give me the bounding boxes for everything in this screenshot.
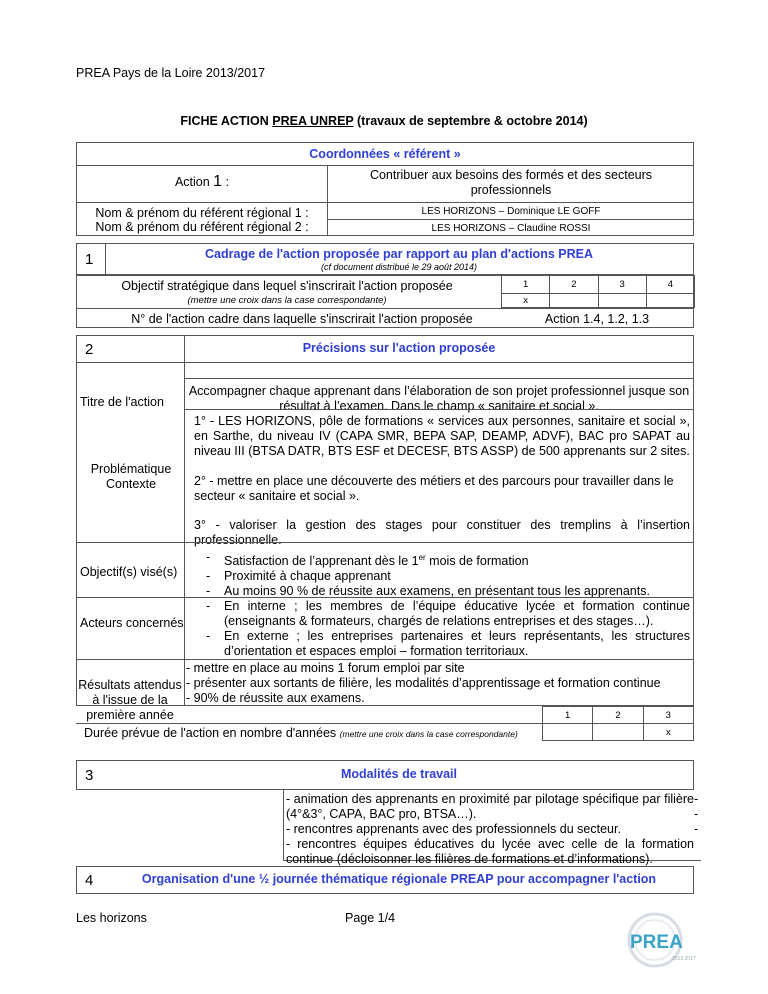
list-item: - présenter aux sortants de filière, les modalités d’apprentissage et formation continue <box>186 676 661 690</box>
list-item: - Au moins 90 % de réussite aux examens, en présentant tous les apprenants. <box>196 584 690 599</box>
choice-4: 4 <box>646 276 694 294</box>
duree-choice-grid: 1 2 3 x <box>542 706 694 741</box>
section1-body <box>76 275 694 328</box>
list-item: - mettre en place au moins 1 forum emploi par site <box>186 661 465 675</box>
mark-1: x <box>502 294 550 308</box>
list-item: - Satisfaction de l’apprenant dès le 1er mois de formation <box>196 550 690 569</box>
list-item: - 90% de réussite aux examens. <box>186 691 365 705</box>
section3-dashes: - - - <box>694 792 699 836</box>
resultats-list <box>186 661 692 706</box>
probleme-p1: 1° - LES HORIZONS, pôle de formations « services aux personnes, sanitaire et social », en Sarthe, du niveau IV (CAPA SMR, BEPA SAP, DEAMP, ADVF), BAC pro SAPAT au niveau III (BTSA DATR, BTS ESF et DECESF, BTS ASSP) de 500 apprenants sur 2 sites. <box>194 414 690 458</box>
svg-text:2013 2017: 2013 2017 <box>672 956 696 962</box>
section1-header <box>76 243 694 275</box>
titre-value: Accompagner chaque apprenant dans l’élaboration de son projet professionnel jusque son résultat à l’examen. Dans le champ « sanitaire et social ». <box>188 384 690 413</box>
objectif-note: (mettre une croix dans la case correspondante) <box>187 295 387 306</box>
section2-title: Précisions sur l'action proposée <box>302 341 496 355</box>
section2-header <box>76 335 694 363</box>
footer-page: Page 1/4 <box>345 911 396 925</box>
prea-logo <box>622 906 696 976</box>
duree-mark: x <box>643 724 693 741</box>
objectif-label: Objectif stratégique dans lequel s'inscrirait l'action proposée <box>121 279 453 293</box>
section3-body <box>283 790 701 866</box>
cadre-label: N° de l'action cadre dans laquelle s'inscrirait l'action proposée <box>131 312 473 326</box>
acteurs-list <box>196 599 690 659</box>
probleme-p3: 3° - valoriser la gestion des stages pour constituer des tremplins à l’insertion professionnelle. <box>194 518 690 547</box>
section2-number: 2 <box>85 341 94 358</box>
referent-1-value: LES HORIZONS – Dominique LE GOFF <box>421 206 601 217</box>
resultats-label: Résultats attendus à l'issue de la première année <box>78 678 182 722</box>
objectifs-label: Objectif(s) visé(s) <box>80 565 178 579</box>
referent-title: Coordonnées « référent » <box>309 147 461 161</box>
duree-label: Durée prévue de l'action en nombre d'années (mettre une croix dans la case correspondante) <box>84 726 518 740</box>
section3-header <box>76 760 694 790</box>
objectif-choice-grid <box>501 275 695 308</box>
probleme-label: Problématique Contexte <box>90 462 172 491</box>
objectifs-list <box>196 550 690 599</box>
section4-number: 4 <box>85 872 94 889</box>
action-label: Action 1 : <box>174 173 230 190</box>
section3-text: - animation des apprenants en proximité par pilotage spécifique par filière (4°&3°, CAPA, BAC pro, BTSA…). - rencontres apprenants avec des professionnels du secteur. - rencontres équipes éducatives du lycée avec celle de la formation continue (décloisonner les filières de formations et d’informations). <box>286 792 694 866</box>
list-item: - En externe ; les entreprises partenaires et leurs représentants, les structures d’orientation et espaces emploi – formation territoriaux. <box>196 629 690 659</box>
cadre-value: Action 1.4, 1.2, 1.3 <box>544 312 650 326</box>
list-item: - En interne ; les membres de l’équipe éducative lycée et formation continue (enseignants & formateurs, chargés de relations entreprises et des stages…). <box>196 599 690 629</box>
choice-2: 2 <box>550 276 598 294</box>
acteurs-label: Acteurs concernés <box>80 616 184 630</box>
section4-header <box>76 866 694 894</box>
action-description: Contribuer aux besoins des formés et des secteurs professionnels <box>369 168 653 197</box>
titre-label: Titre de l'action <box>80 395 164 409</box>
referent-box <box>76 142 694 236</box>
section3-title: Modalités de travail <box>340 767 457 781</box>
probleme-p2: 2° - mettre en place une découverte des métiers et des parcours pour travailler dans le secteur « sanitaire et social ». <box>194 474 674 503</box>
choice-3: 3 <box>598 276 646 294</box>
list-item: - Proximité à chaque apprenant <box>196 569 690 584</box>
section1-title: Cadrage de l'action proposée par rapport au plan d'actions PREA <box>205 247 593 261</box>
running-header: PREA Pays de la Loire 2013/2017 <box>76 66 266 80</box>
referent-2-value: LES HORIZONS – Claudine ROSSI <box>431 223 591 234</box>
section1-number: 1 <box>85 251 94 268</box>
svg-text:PREA: PREA <box>630 932 683 953</box>
section4-title: Organisation d'une ½ journée thématique régionale PREAP pour accompagner l'action <box>141 872 657 886</box>
choice-1: 1 <box>502 276 550 294</box>
footer-left: Les horizons <box>76 911 147 925</box>
section3-number: 3 <box>85 767 94 784</box>
document-title: FICHE ACTION PREA UNREP (travaux de septembre & octobre 2014) <box>180 114 588 128</box>
duree-row <box>76 706 694 750</box>
referent-labels: Nom & prénom du référent régional 1 : Nom & prénom du référent régional 2 : <box>95 206 309 234</box>
section1-subtitle: (cf document distribué le 29 août 2014) <box>320 262 478 272</box>
